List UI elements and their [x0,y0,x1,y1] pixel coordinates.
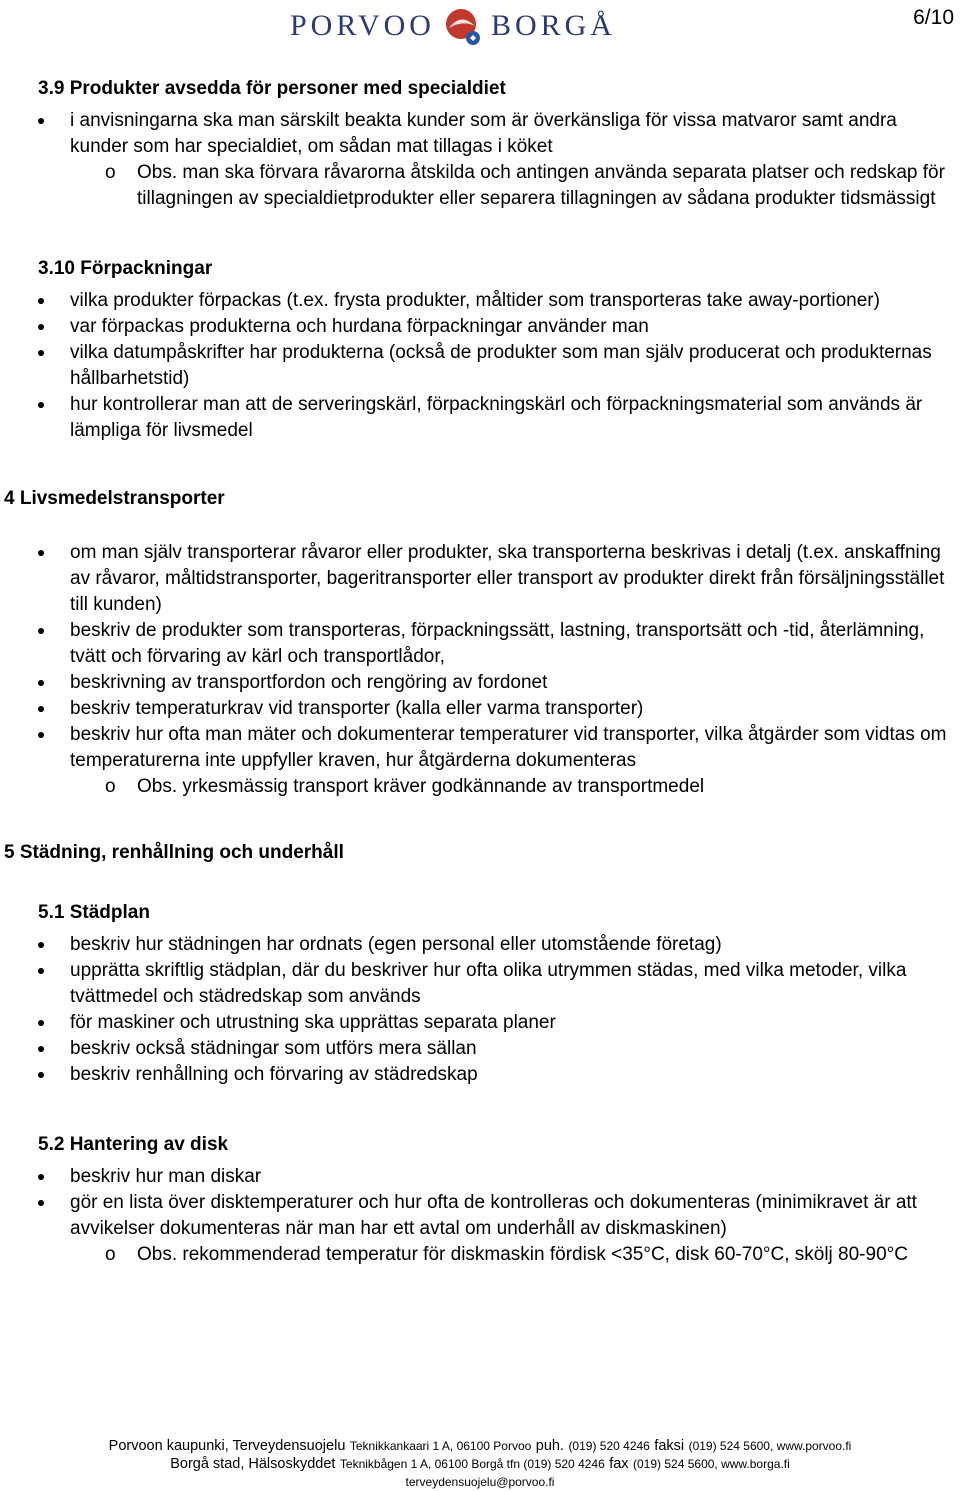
logo-text-porvoo: PORVOO [290,9,435,42]
list-item: gör en lista över disktemperaturer och hur ofta de kontrolleras och dokumenteras (minimikravet är att avvikelser dokumenteras när man har ett avtal om underhåll av diskmaskinen) [0,1190,960,1242]
sub-bullet-marker: o [105,1244,116,1265]
sub-note-5-2 [0,1242,960,1268]
sub-note-text: Obs. rekommenderad temperatur för diskmaskin fördisk <35°C, disk 60-70°C, skölj 80-90°C [137,1244,908,1265]
porvoo-borga-logo [290,6,616,46]
list-item: beskriv de produkter som transporteras, förpackningssätt, lastning, transportsätt och -tid, återlämning, tvätt och förvaring av kärl och transportlådor, [0,618,960,670]
list-item: vilka produkter förpackas (t.ex. frysta produkter, måltider som transporteras take away-portioner) [0,288,960,314]
list-item: för maskiner och utrustning ska upprättas separata planer [0,1010,960,1036]
list-item: upprätta skriftlig städplan, där du beskriver hur ofta olika utrymmen städas, med vilka metoder, vilka tvättmedel och städredskap som används [0,958,960,1010]
list-item: hur kontrollerar man att de serveringskärl, förpackningskärl och förpackningsmaterial som används är lämpliga för livsmedel [0,392,960,444]
sub-note-text: Obs. man ska förvara råvarorna åtskilda och antingen använda separata platser och redskap för tillagningen av specialdietprodukter eller separera tillagningen av sådana produkter tidsmässigt [137,162,945,209]
footer-phone-label-fi: puh. [535,1438,564,1454]
footer-email: terveydensuojelu@porvoo.fi [405,1475,555,1489]
section-heading-5: 5 Städning, renhållning och underhåll [4,842,344,863]
list-item: var förpackas produkterna och hurdana förpackningar använder man [0,314,960,340]
footer-address-sv: Teknikbågen 1 A, 06100 Borgå tfn (019) 520 4246 [339,1457,605,1471]
list-item: beskrivning av transportfordon och rengöring av fordonet [0,670,960,696]
page-footer [0,1437,960,1491]
footer-org-sv: Borgå stad, Hälsoskyddet [170,1456,336,1472]
section-heading-5-2: 5.2 Hantering av disk [38,1134,229,1155]
logo-text-borga: BORGÅ [490,9,616,42]
page-number: 6/10 [913,6,954,29]
list-item: beskriv också städningar som utförs mera sällan [0,1036,960,1062]
list-3-9 [0,108,960,160]
list-item: beskriv temperaturkrav vid transporter (kalla eller varma transporter) [0,696,960,722]
footer-org-fi: Porvoon kaupunki, Terveydensuojelu [108,1438,346,1454]
footer-line-email [0,1473,960,1491]
section-heading-4: 4 Livsmedelstransporter [4,488,225,509]
footer-line-porvoo [0,1437,960,1455]
section-heading-3-9: 3.9 Produkter avsedda för personer med specialdiet [38,78,506,99]
section-heading-3-10: 3.10 Förpackningar [38,258,213,279]
list-4 [0,540,960,774]
list-item: beskriv hur städningen har ordnats (egen personal eller utomstående företag) [0,932,960,958]
sub-bullet-marker: o [105,776,116,797]
list-item: i anvisningarna ska man särskilt beakta kunder som är överkänsliga för vissa matvaror samt andra kunder som har specialdiet, om sådan mat tillagas i köket [0,108,960,160]
sub-note-text: Obs. yrkesmässig transport kräver godkännande av transportmedel [137,776,705,797]
sub-bullet-marker: o [105,162,116,183]
footer-address-fi: Teknikkankaari 1 A, 06100 Porvoo [349,1439,532,1453]
list-5-1 [0,932,960,1088]
sub-note-3-9 [0,160,960,212]
footer-fax-sv: (019) 524 5600, www.borga.fi [633,1457,790,1471]
list-5-2 [0,1164,960,1242]
footer-line-borga [0,1455,960,1473]
document-body [0,76,960,1268]
list-3-10 [0,288,960,444]
footer-fax-fi: (019) 524 5600, www.porvoo.fi [688,1439,852,1453]
list-item: beskriv renhållning och förvaring av städredskap [0,1062,960,1088]
list-item: beskriv hur ofta man mäter och dokumenterar temperaturer vid transporter, vilka åtgärder som vidtas om temperaturerna inte uppfyller kraven, hur åtgärderna dokumenteras [0,722,960,774]
footer-phone-fi: (019) 520 4246 [568,1439,650,1453]
list-item: beskriv hur man diskar [0,1164,960,1190]
city-emblem-icon [441,6,485,46]
footer-fax-label-fi: faksi [654,1438,685,1454]
footer-fax-label-sv: fax [609,1456,629,1472]
page-header [0,0,960,50]
section-heading-5-1: 5.1 Städplan [38,902,150,923]
sub-note-4 [0,774,960,800]
list-item: vilka datumpåskrifter har produkterna (också de produkter som man själv producerat och produkternas hållbarhetstid) [0,340,960,392]
list-item: om man själv transporterar råvaror eller produkter, ska transporterna beskrivas i detalj (t.ex. anskaffning av råvaror, måltidstransporter, bageritransporter eller transport av produkter direkt från försäljningsstället till kunden) [0,540,960,618]
